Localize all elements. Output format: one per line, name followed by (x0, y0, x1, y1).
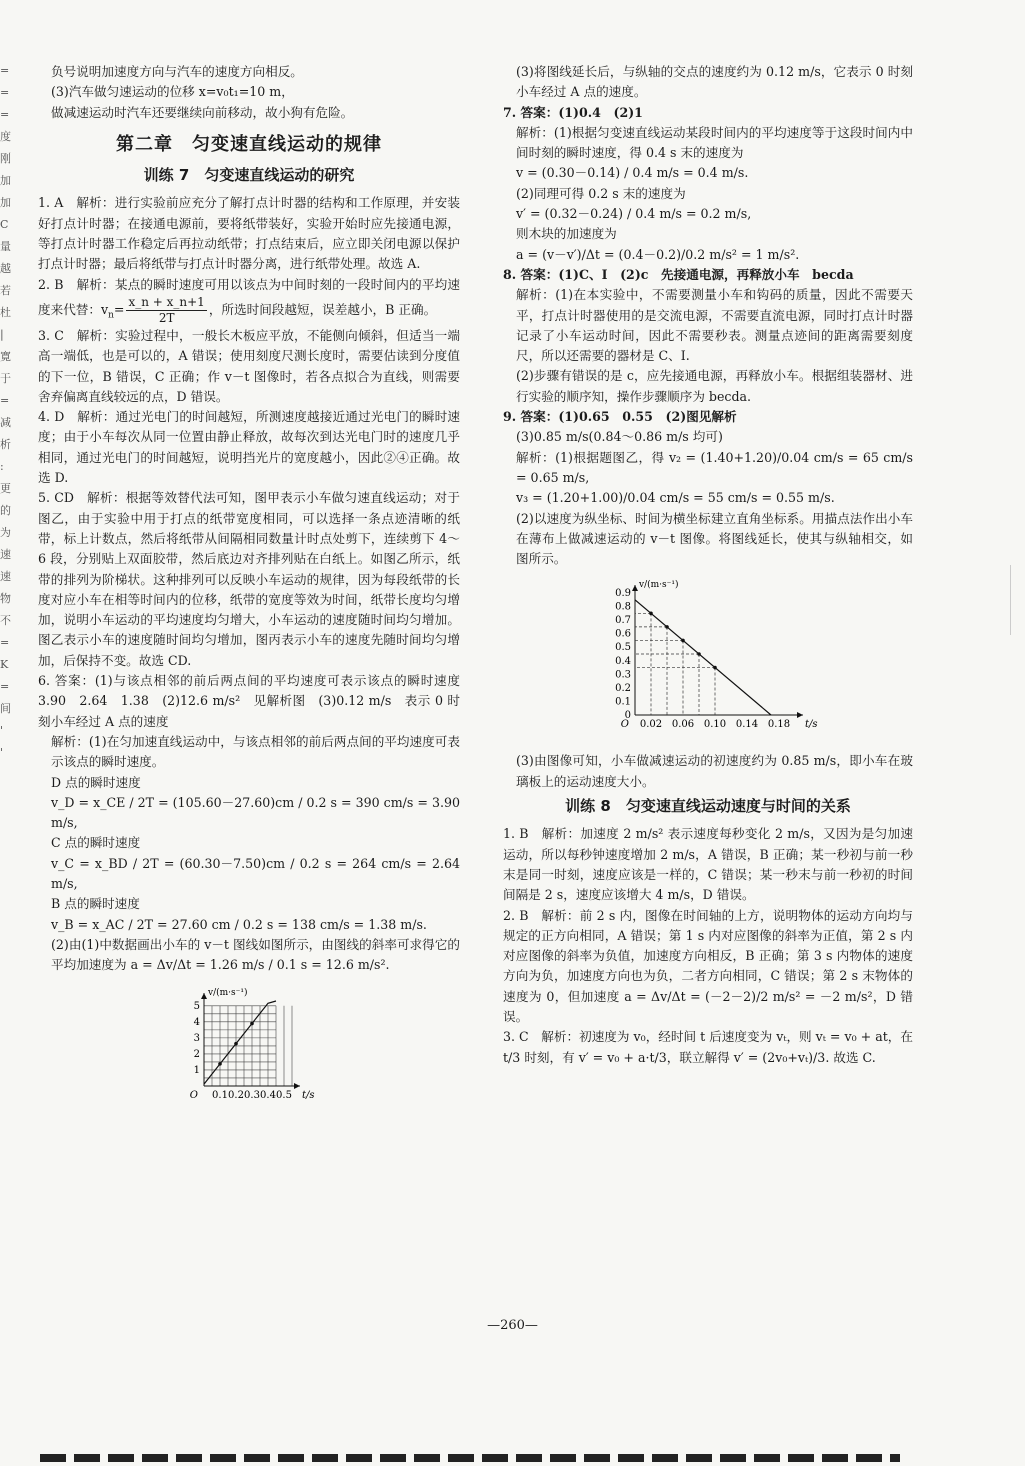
y-tick-label: 1 (193, 1065, 200, 1077)
x-tick-label: 0.14 (735, 719, 759, 731)
answer-b3: 3. C 解析：初速度为 v₀，经时间 t 后速度变为 vₜ，则 vₜ = v₀ + at，在 t/3 时刻，有 v′ = v₀ + a·t/3，联立解得 v′ = (2v₀+vₜ)/3. 故选 C. (503, 1029, 913, 1065)
edge-mark: 加 (0, 196, 11, 209)
edge-mark: 度 (0, 130, 11, 143)
answer-1: 1. A 解析：进行实验前应充分了解打点计时器的结构和工作原理，并安装好打点计时器；在接通电源前，要将纸带装好，实验开始时应先接通电源，等打点计时器工作稳定后再拉动纸带；打点结束后，应立即关闭电源以保护打点计时器；最后将纸带与打点计时器分离，进行纸带处理。故选 A. (38, 195, 460, 272)
answer-6: 6. 答案：(1)与该点相邻的前后两点间的平均速度可表示该点的瞬时速度 3.90 2.64 1.38 (2)12.6 m/s² 见解析图 (3)0.12 m/s 表示 0 时刻小车经过 A 点的速度 (38, 673, 473, 729)
left-column (38, 62, 473, 1117)
edge-mark: 寛 (0, 350, 11, 363)
x-tick-label: 0.06 (671, 719, 695, 731)
y-arrow (632, 585, 638, 591)
edge-mark: 析 (0, 438, 11, 451)
text-line: (3)由图像可知，小车做减速运动的初速度约为 0.85 m/s，即小车在玻璃板上的运动速度大小。 (516, 753, 913, 789)
edge-mark: 量 (0, 240, 11, 253)
y-tick-label: 0.5 (615, 642, 631, 654)
y-tick-label: 5 (193, 1001, 200, 1013)
denominator: 2T (158, 310, 175, 325)
edge-mark: 速 (0, 570, 11, 583)
answer-2-tail: ，所选时间段越短，误差越小，B 正确。 (208, 301, 437, 317)
y-axis-label: v/(m·s⁻¹) (639, 580, 679, 591)
edge-mark: = (0, 108, 10, 121)
edge-mark: 若 (0, 284, 11, 297)
y-tick-label: 3 (193, 1033, 200, 1045)
explanation: 解析：(1)根据题图乙，得 v₂ = (1.40+1.20)/0.04 cm/s = 65 cm/s = 0.65 m/s, (516, 449, 913, 485)
edge-mark: 物 (0, 592, 11, 605)
answer-4: 4. D 解析：通过光电门的时间越短，所测速度越接近通过光电门的瞬时速度；由于小车每次从同一位置由静止释放，故每次到达光电门时的速度几乎相同，通过光电门的时间越短，说明挡光片的宽度越小，因此②④正确。故选 D. (38, 409, 460, 486)
explanation: 解析：(1)在匀加速直线运动中，与该点相邻的前后两点间的平均速度可表示该点的瞬时速度。 (51, 733, 460, 770)
numerator: x_n + x_n+1 (128, 294, 205, 309)
edge-mark: 杜 (0, 306, 11, 319)
page-number: —260— (487, 1318, 538, 1333)
edge-mark: 更 (0, 482, 11, 495)
text-line: (2)同理可得 0.2 s 末的速度为 (516, 185, 686, 201)
x-axis-label: t/s (805, 719, 818, 731)
data-point (697, 653, 701, 657)
text-line: B 点的瞬时速度 (51, 896, 140, 912)
answer-3: 3. C 解析：实验过程中，一般长木板应平放，不能侧向倾斜，但适当一端高一端低，也是可以的，A 错误；使用刻度尺测长度时，需要估读到分度值的下一位，B 错误，C 正确；作 v－t 图像时，若各点拟合为直线，则需要舍弃偏离直线较远的点，D 错误。 (38, 327, 460, 404)
series-line (204, 1001, 276, 1084)
x-arrow (797, 712, 803, 718)
edge-mark: 的 (0, 504, 11, 517)
answer-8: 8. 答案：(1)C、I (2)c 先接通电源，再释放小车 becda (503, 266, 854, 282)
x-tick-label: 0.5 (276, 1090, 292, 1102)
edge-mark: 为 (0, 526, 11, 539)
section-title: 训练 8 匀变速直线运动速度与时间的关系 (565, 797, 851, 816)
y-arrow (201, 993, 207, 999)
text-line: C 点的瞬时速度 (51, 835, 141, 851)
y-tick-label: 0.2 (615, 683, 631, 695)
data-point (218, 1063, 222, 1067)
section-title: 训练 7 匀变速直线运动的研究 (143, 166, 355, 185)
y-tick-label: 0.7 (615, 615, 631, 627)
answer-5: 5. CD 解析：根据等效替代法可知，图甲表示小车做匀速直线运动；对于图乙，由于实验中用于打点的纸带宽度相同，可以选择一条点迹清晰的纸带，标上计数点，然后将纸带从间隔相同数量计时点处剪下，连续剪下 4～6 段，分别贴上双面胶带，然后底边对齐排列贴在白纸上。如图乙所示，纸带的排列为阶梯状。这种排列可以反映小车运动的规律，因为每段纸带的长度对应小车在相等时间内的位移，纸带的宽度等效为时间，纸带长度均匀增加，说明小车运动的平均速度均匀增大，小车运动的速度随时间均匀增加。图乙表示小车的速度随时间均匀增加，图丙表示小车的速度先随时间均匀增加，后保持不变。故选 CD. (38, 490, 460, 668)
x-tick-label: 0.2 (228, 1090, 244, 1102)
vt-chart-1 (174, 981, 324, 1111)
edge-mark: 减 (0, 416, 11, 429)
origin-label: O (620, 719, 629, 731)
left-edge-marks (0, 60, 14, 764)
text-line: D 点的瞬时速度 (51, 774, 141, 790)
y-tick-label: 0.8 (615, 601, 631, 613)
edge-mark: = (0, 394, 10, 407)
edge-mark: 速 (0, 548, 11, 561)
edge-mark: 不 (0, 614, 11, 627)
edge-mark: : (0, 460, 4, 473)
edge-mark: = (0, 64, 10, 77)
x-axis-label: t/s (302, 1090, 315, 1102)
text-line: (3)汽车做匀速运动的位移 x=v₀t₁=10 m， (51, 84, 294, 100)
answer-7: 7. 答案：(1)0.4 (2)1 (503, 104, 643, 120)
right-column (503, 62, 913, 1068)
edge-mark: ' (0, 746, 4, 759)
edge-mark: K (0, 658, 9, 671)
edge-mark: | (0, 328, 4, 341)
y-tick-label: 2 (193, 1049, 200, 1061)
text-line: (2)由(1)中数据画出小车的 v－t 图线如图所示，由图线的斜率可求得它的平均加速度为 a = Δv/Δt = 1.26 m/s / 0.1 s = 12.6 m/s². (51, 936, 460, 973)
edge-mark: = (0, 86, 10, 99)
edge-mark: ' (0, 724, 4, 737)
chapter-title: 第二章 匀变速直线运动的规律 (116, 133, 382, 155)
origin-label: O (189, 1090, 198, 1102)
equation: v_B = x_AC / 2T = 27.60 cm / 0.2 s = 138 cm/s = 1.38 m/s. (51, 916, 427, 932)
edge-mark: C (0, 218, 9, 231)
text-line: 做减速运动时汽车还要继续向前移动，故小狗有危险。 (51, 104, 354, 120)
equation: v′ = (0.32－0.24) / 0.4 m/s = 0.2 m/s, (516, 206, 752, 222)
x-tick-label: 0.02 (639, 719, 663, 731)
y-tick-label: 0.6 (615, 629, 631, 641)
answer-2 (38, 275, 460, 326)
equation: v_C = x_BD / 2T = (60.30－7.50)cm / 0.2 s = 264 cm/s = 2.64 m/s, (51, 855, 460, 891)
edge-mark: = (0, 636, 10, 649)
answer-2-text: 2. B 解析：某点的瞬时速度可用以该点为中间时刻的一段时间内的平均速度来代替：v (38, 276, 460, 317)
equation: v_D = x_CE / 2T = (105.60－27.60)cm / 0.2 s = 390 cm/s = 3.90 m/s, (51, 794, 460, 831)
x-tick-label: 0.4 (260, 1090, 276, 1102)
data-point (250, 1022, 254, 1026)
footer-bar (40, 1454, 900, 1462)
edge-mark: 于 (0, 372, 11, 385)
text-line: 负号说明加速度方向与汽车的速度方向相反。 (51, 64, 303, 79)
y-tick-label: 0.1 (615, 696, 631, 708)
x-tick-label: 0.1 (212, 1090, 228, 1102)
text-line: (3)0.85 m/s(0.84～0.86 m/s 均可) (516, 429, 723, 445)
data-point (713, 666, 717, 670)
edge-mark: = (0, 680, 10, 693)
vt-chart-2 (603, 575, 818, 745)
edge-mark: 越 (0, 262, 11, 275)
data-point (649, 612, 653, 616)
data-point (234, 1042, 238, 1046)
x-arrow (294, 1083, 300, 1089)
explanation: 解析：(1)根据匀变速直线运动某段时间内的平均速度等于这段时间内中间时刻的瞬时速度，得 0.4 s 末的速度为 (516, 124, 913, 161)
margin-line (1010, 565, 1011, 635)
y-tick-label: 0.4 (615, 656, 631, 668)
equals: = (113, 301, 125, 317)
equation: v = (0.30－0.14) / 0.4 m/s = 0.4 m/s. (516, 165, 749, 181)
text-line: (2)以速度为纵坐标、时间为横坐标建立直角坐标系。用描点法作出小车在薄布上做减速运动的 v－t 图像。将图线延长，使其与纵轴相交，如图所示。 (516, 510, 913, 567)
text-line: (2)步骤有错误的是 c，应先接通电源，再释放小车。根据组装器材、进行实验的顺序知，操作步骤顺序为 becda. (516, 368, 913, 404)
answer-b1: 1. B 解析：加速度 2 m/s² 表示速度每秒变化 2 m/s，又因为是匀加速运动，所以每秒钟速度增加 2 m/s，A 错误，B 正确；某一秒初与前一秒末是同一时刻，速度应该是一样的，C 错误；某一秒末与前一秒初的时间间隔是 2 s，速度应该增大 4 m/s，D 错误。 (503, 826, 913, 903)
answer-9: 9. 答案：(1)0.65 0.55 (2)图见解析 (503, 409, 737, 425)
series-line (635, 600, 771, 715)
y-tick-label: 4 (193, 1017, 200, 1029)
data-point (665, 626, 669, 630)
equation: v₃ = (1.20+1.00)/0.04 cm/s = 55 cm/s = 0.55 m/s. (516, 490, 835, 506)
explanation: 解析：(1)在本实验中，不需要测量小车和钩码的质量，因此不需要天平，打点计时器使用的是交流电源，不需要直流电源，同时打点计时器记录了小车运动时间，因此不需要秒表。测量点迹间的距离需要刻度尺，所以还需要的器材是 C、I. (516, 287, 913, 364)
text-line: (3)将图线延长后，与纵轴的交点的速度约为 0.12 m/s，它表示 0 时刻小车经过 A 点的速度。 (516, 64, 913, 100)
x-tick-label: 0.18 (767, 719, 791, 731)
answer-b2: 2. B 解析：前 2 s 内，图像在时间轴的上方，说明物体的运动方向均与规定的正方向相同，A 错误；第 1 s 内对应图像的斜率为正值，第 2 s 内对应图像的斜率为负值，加速度方向相反，B 正确；第 3 s 内物体的速度方向为负，加速度方向也为负，二者方向相同，C 错误；第 2 s 末物体的速度为 0，但加速度 a = Δv/Δt = (－2－2)/2 m/s² = －2 m/s²，D 错误。 (503, 907, 913, 1024)
edge-mark: 间 (0, 702, 11, 715)
text-line: 则木块的加速度为 (516, 226, 617, 242)
y-tick-label: 0.3 (615, 669, 631, 681)
fraction (126, 295, 206, 326)
y-tick-label: 0 (624, 710, 631, 722)
edge-mark: 加 (0, 174, 11, 187)
x-tick-label: 0.10 (703, 719, 727, 731)
y-tick-label: 0.9 (615, 588, 631, 600)
edge-mark: 刚 (0, 152, 11, 165)
x-tick-label: 0.3 (244, 1090, 260, 1102)
subscript: n (108, 310, 114, 321)
equation: a = (v－v′)/Δt = (0.4－0.2)/0.2 m/s² = 1 m/s². (516, 246, 800, 262)
data-point (681, 639, 685, 643)
y-axis-label: v/(m·s⁻¹) (208, 988, 248, 999)
